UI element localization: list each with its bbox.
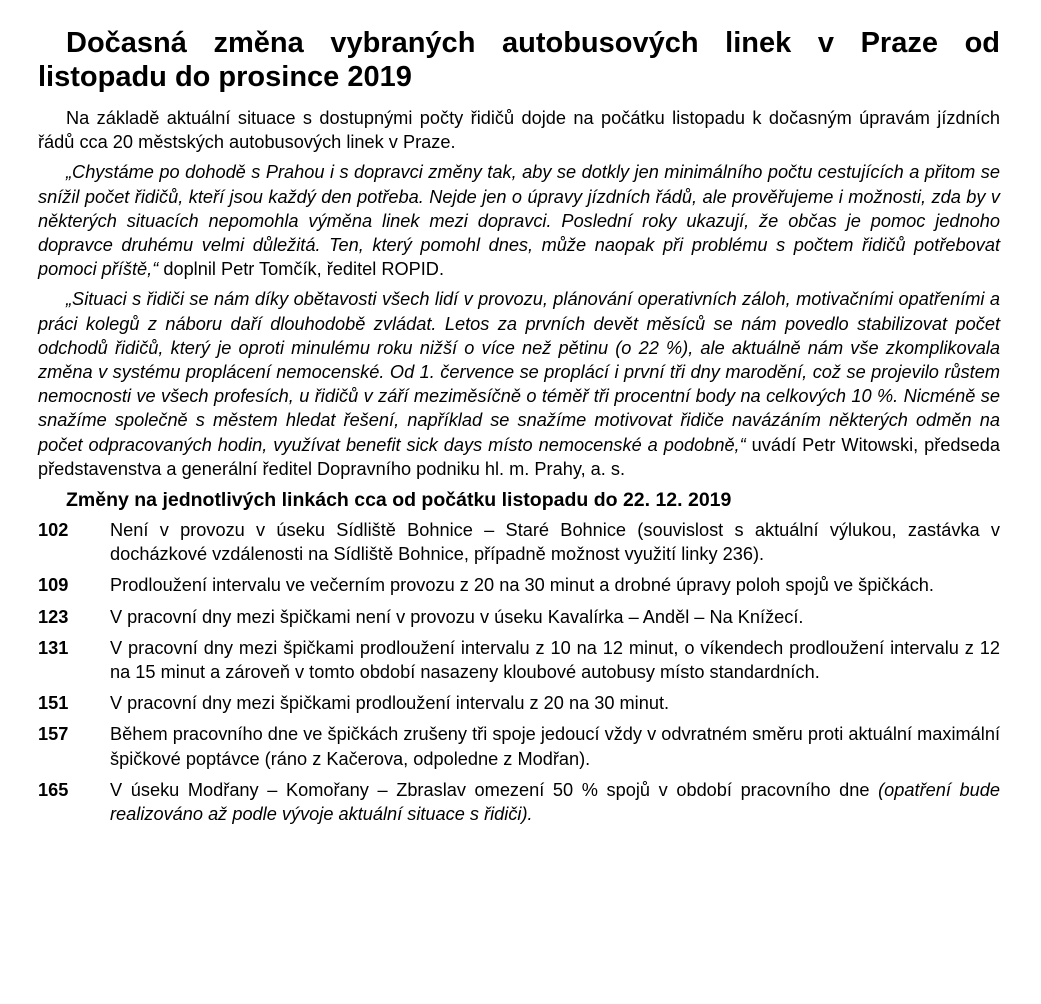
line-change-text (110, 691, 1000, 715)
line-change-item (38, 722, 1000, 770)
line-change-item (38, 573, 1000, 597)
intro-paragraph: Na základě aktuální situace s dostupnými počty řidičů dojde na počátku listopadu k dočasným úpravám jízdních řádů cca 20 městských autobusových linek v Praze. (38, 108, 1000, 153)
line-number: 151 (38, 693, 69, 714)
line-change-text (110, 605, 1000, 629)
line-change-description: Není v provozu v úseku Sídliště Bohnice – Staré Bohnice (souvislost s aktuální výlukou, zastávka v docházkové vzdálenosti na Sídliště Bohnice, případně možnost využití linky 236). (110, 520, 1000, 565)
article-title: Dočasná změna vybraných autobusových linek v Praze od listopadu do prosince 2019 (38, 27, 1000, 93)
line-change-description: V úseku Modřany – Komořany – Zbraslav omezení 50 % spojů v období pracovního dne (110, 779, 879, 800)
line-change-text (110, 722, 1000, 770)
document-page (38, 26, 1000, 833)
line-change-item (38, 605, 1000, 629)
quote-paragraph-tomcik (38, 160, 1000, 281)
line-changes-list (38, 518, 1000, 826)
line-change-item (38, 518, 1000, 566)
quote-text: „Situaci s řidiči se nám díky obětavosti všech lidí v provozu, plánování operativních záloh, motivačními opatřeními a práci kolegů z náboru daří dlouhodobě zvládat. Letos za prvních devět měsíců se nám povedlo stabilizovat počet odchodů řidičů, který je oproti minulému roku nižší o více než pětinu (o 22 %), ale aktuálně nám vše zkomplikovala změna v systému proplácení nemocenské. Od 1. července se proplácí i první tři dny marodění, což se projevilo růstem nemocnosti ve všech profesích, u řidičů v září meziměsíčně o téměř tři procentní body na celkových 10 %. Nicméně se snažíme společně s městem hledat řešení, například se snažíme motivovat řidiče navázáním některých odměn na počet odpracovaných hodin, využívat benefit sick days místo nemocenské a podobně,“ (38, 289, 1000, 455)
quote-text: „Chystáme po dohodě s Prahou i s dopravci změny tak, aby se dotkly jen minimálního počtu cestujících a přitom se snížil počet řidičů, kteří jsou každý den potřeba. Nejde jen o úpravy jízdních řádů, ale prověřujeme i možnosti, zda by v některých situacích nepomohla výměna linek mezi dopravci. Poslední roky ukazují, že občas je pomoc jednoho dopravce druhému velmi důležitá. Ten, který pomohl dnes, může naopak při problému s počtem řidičů potřebovat pomoci příště,“ (38, 162, 1000, 280)
changes-heading: Změny na jednotlivých linkách cca od počátku listopadu do 22. 12. 2019 (66, 489, 732, 512)
line-number: 109 (38, 575, 69, 596)
quote-paragraph-witowski (38, 287, 1000, 481)
line-change-description: V pracovní dny mezi špičkami prodloužení intervalu z 10 na 12 minut, o víkendech prodloužení intervalu z 12 na 15 minut a zároveň v tomto období nasazeny kloubové autobusy místo standardních. (110, 637, 1000, 683)
line-change-description: V pracovní dny mezi špičkami prodloužení intervalu z 20 na 30 minut. (110, 693, 670, 714)
line-number: 131 (38, 637, 69, 658)
line-change-note: (opatření bude realizováno až podle vývoje aktuální situace s řidiči). (110, 779, 1000, 825)
line-change-description: V pracovní dny mezi špičkami není v provozu v úseku Kavalírka – Anděl – Na Knížecí. (110, 606, 804, 627)
line-number: 102 (38, 520, 69, 541)
line-change-item (38, 778, 1000, 826)
line-change-item (38, 691, 1000, 715)
line-change-description: Během pracovního dne ve špičkách zrušeny tři spoje jedoucí vždy v odvratném směru proti aktuální maximální špičkové poptávce (ráno z Kačerova, odpoledne z Modřan). (110, 724, 1000, 769)
line-number: 157 (38, 724, 69, 745)
line-change-description: Prodloužení intervalu ve večerním provozu z 20 na 30 minut a drobné úpravy poloh spojů ve špičkách. (110, 575, 934, 596)
quote-attribution: doplnil Petr Tomčík, ředitel ROPID. (158, 259, 444, 280)
line-change-item (38, 636, 1000, 684)
line-number: 123 (38, 606, 69, 627)
line-change-text (110, 636, 1000, 684)
quote-attribution: uvádí Petr Witowski, předseda představenstva a generální ředitel Dopravního podniku hl. m. Prahy, a. s. (38, 434, 1000, 479)
line-change-text (110, 573, 1000, 597)
line-number: 165 (38, 779, 69, 800)
line-change-text (110, 778, 1000, 826)
line-change-text (110, 518, 1000, 566)
